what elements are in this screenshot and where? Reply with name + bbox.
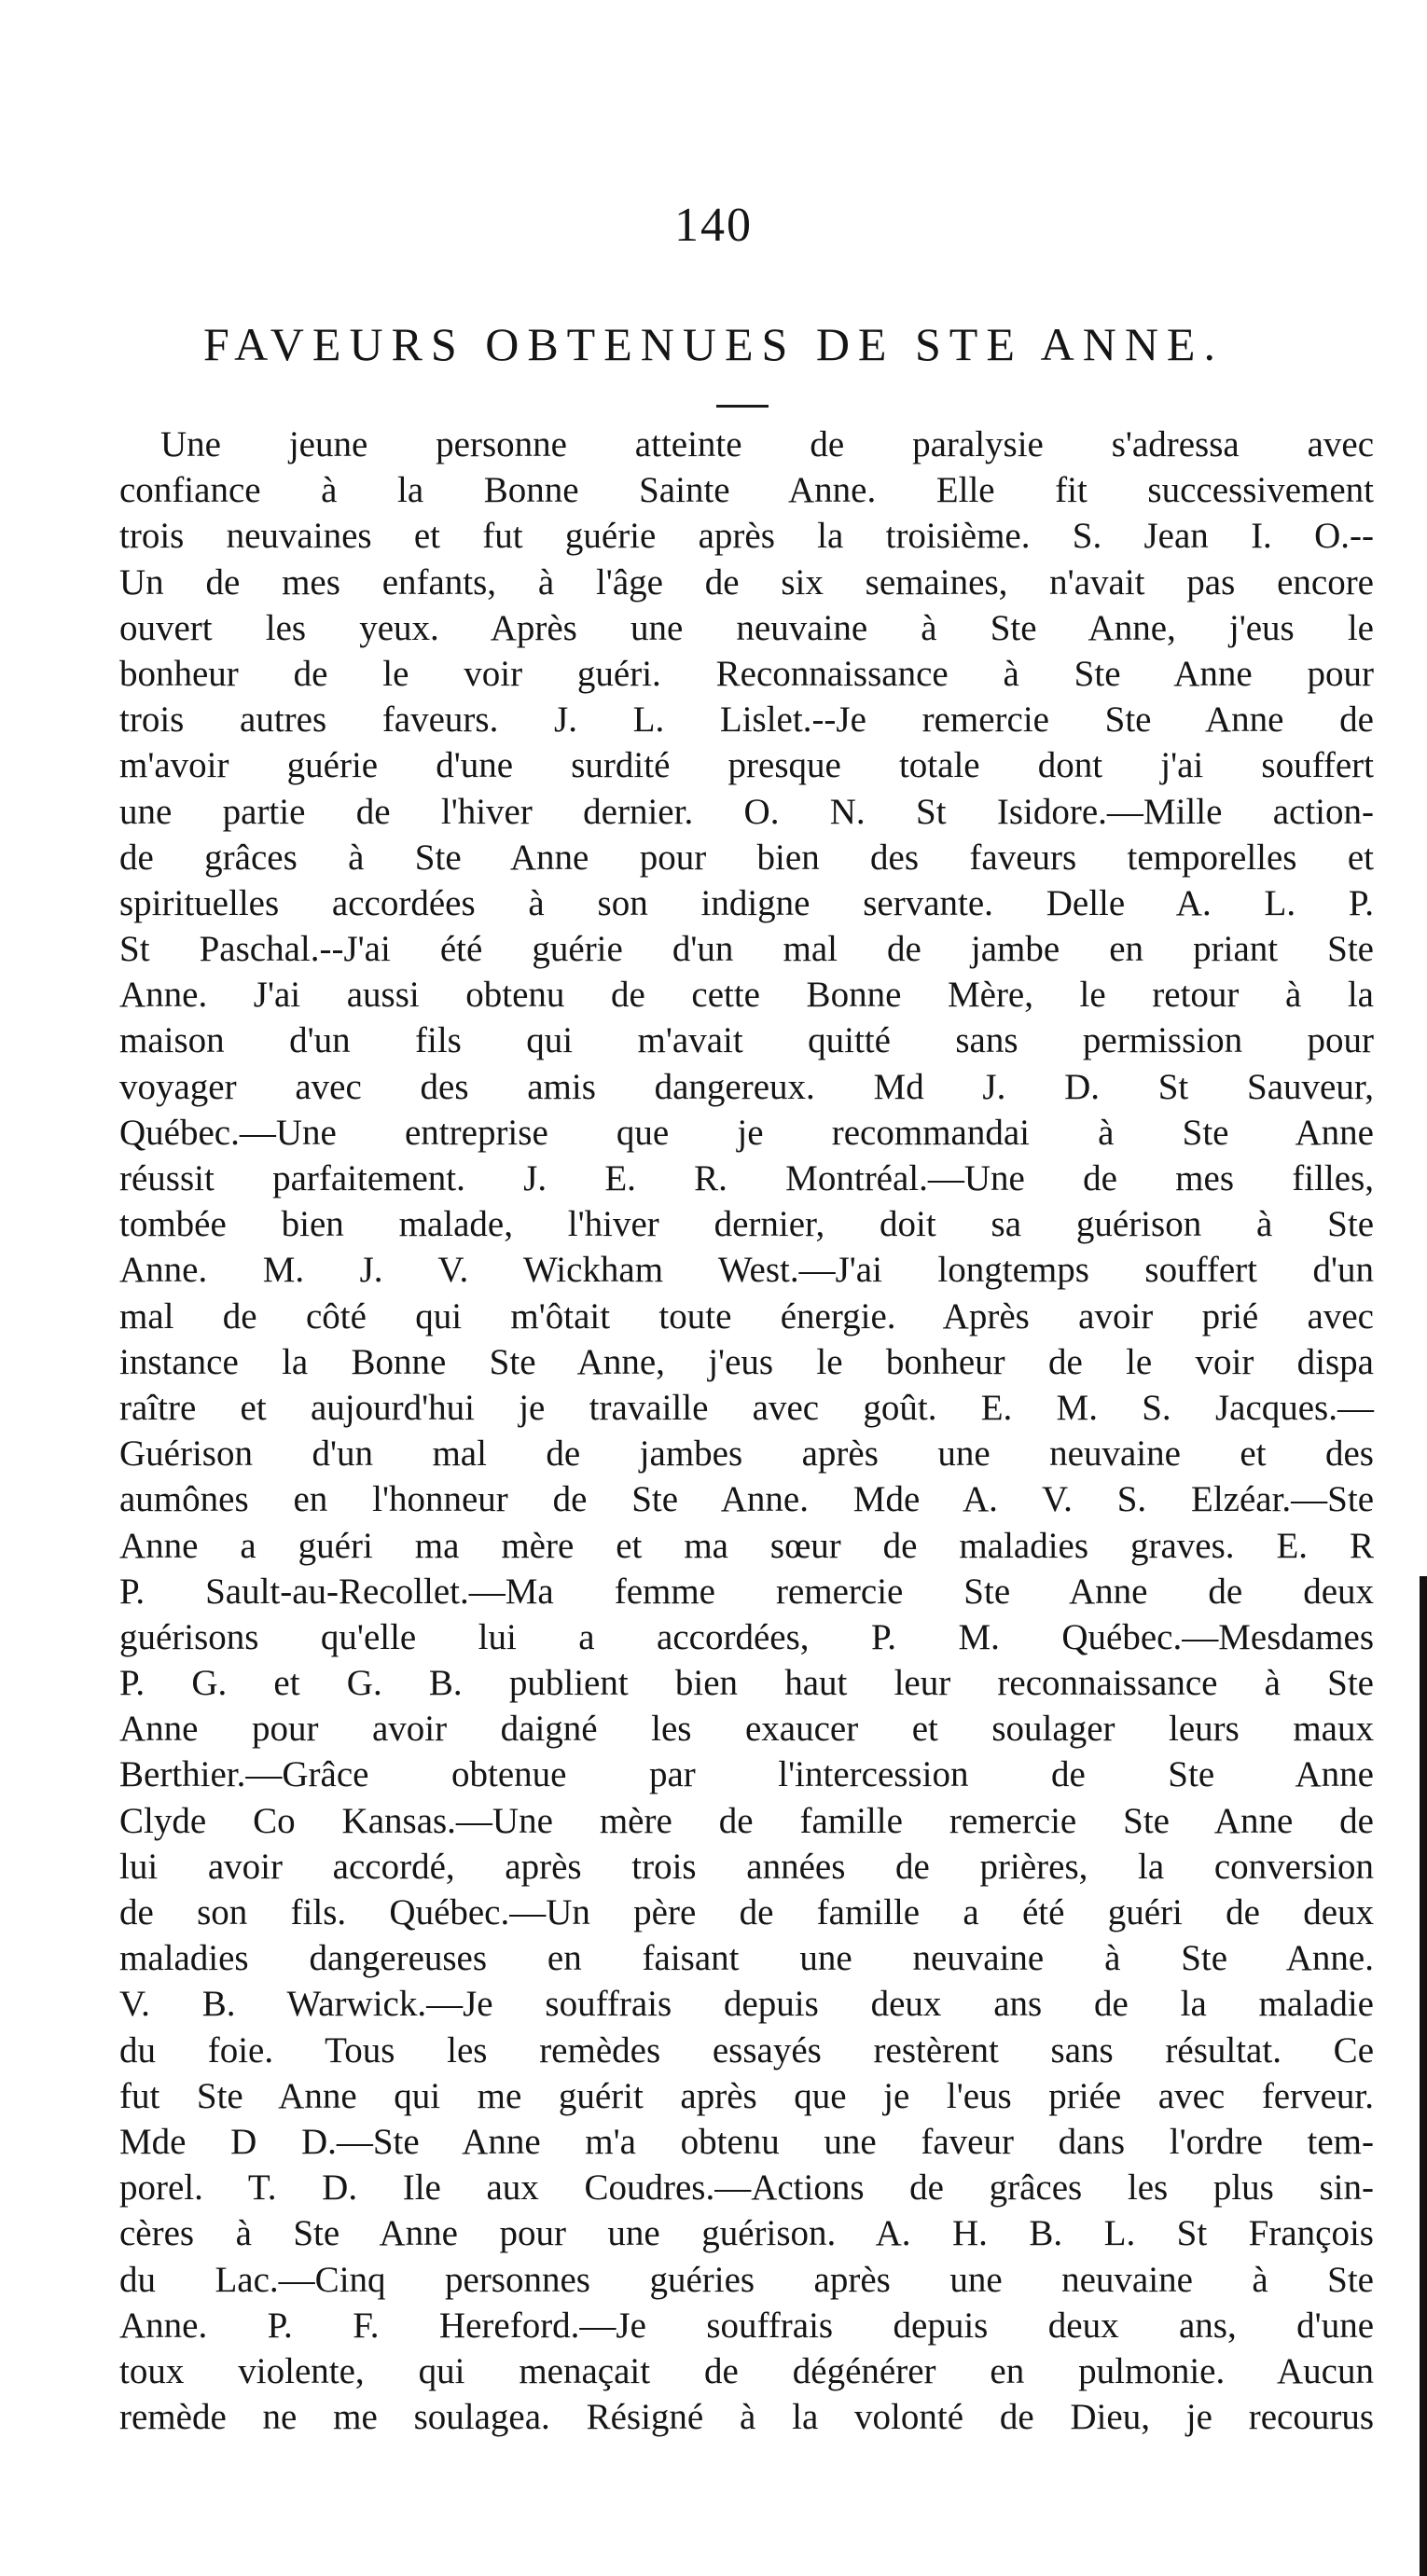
text-line: de grâces à Ste Anne pour bien des faveurs temporelles et — [119, 837, 1374, 878]
section-title: FAVEURS OBTENUES DE STE ANNE. — [203, 318, 1224, 370]
title-divider — [716, 405, 769, 408]
text-line: maladies dangereuses en faisant une neuvaine à Ste Anne. — [119, 1938, 1374, 1979]
text-line: du Lac.—Cinq personnes guéries après une neuvaine à Ste — [119, 2259, 1374, 2300]
text-line: Anne. J'ai aussi obtenu de cette Bonne Mère, le retour à la — [119, 975, 1374, 1016]
text-line: ouvert les yeux. Après une neuvaine à Ste Anne, j'eus le — [119, 607, 1374, 648]
text-line: mal de côté qui m'ôtait toute énergie. Après avoir prié avec — [119, 1295, 1374, 1336]
text-line: V. B. Warwick.—Je souffrais depuis deux ans de la maladie — [119, 1984, 1374, 2025]
text-line: Guérison d'un mal de jambes après une neuvaine et des — [119, 1433, 1374, 1475]
body-text — [119, 422, 1374, 2440]
text-line: toux violente, qui menaçait de dégénérer en pulmonie. Aucun — [119, 2350, 1374, 2391]
page-number: 140 — [674, 199, 753, 252]
text-line: réussit parfaitement. J. E. R. Montréal.—Une de mes filles, — [119, 1158, 1374, 1198]
text-line: remède ne me soulagea. Résigné à la volonté de Dieu, je recourus — [119, 2397, 1374, 2438]
text-line: raître et aujourd'hui je travaille avec goût. E. M. S. Jacques.— — [119, 1387, 1374, 1428]
text-line: Clyde Co Kansas.—Une mère de famille remercie Ste Anne de — [119, 1800, 1374, 1841]
text-line: Anne pour avoir daigné les exaucer et soulager leurs maux — [119, 1709, 1374, 1750]
text-line: bonheur de le voir guéri. Reconnaissance à Ste Anne pour — [119, 653, 1374, 694]
text-line: P. Sault-au-Recollet.—Ma femme remercie Ste Anne de deux — [119, 1571, 1374, 1612]
text-line: P. G. et G. B. publient bien haut leur reconnaissance à Ste — [119, 1663, 1374, 1704]
text-line: m'avoir guérie d'une surdité presque totale dont j'ai souffert — [119, 745, 1374, 786]
text-line: lui avoir accordé, après trois années de prières, la conversion — [119, 1846, 1374, 1887]
text-line: instance la Bonne Ste Anne, j'eus le bonheur de le voir dispa — [119, 1341, 1374, 1382]
text-line: tombée bien malade, l'hiver dernier, doit sa guérison à Ste — [119, 1204, 1374, 1245]
text-line: Anne a guéri ma mère et ma sœur de maladies graves. E. R — [119, 1525, 1374, 1566]
text-line: Une jeune personne atteinte de paralysie s'adressa avec — [160, 424, 1374, 464]
text-line: une partie de l'hiver dernier. O. N. St Isidore.—Mille action- — [119, 791, 1374, 832]
text-line: Mde D D.—Ste Anne m'a obtenu une faveur dans l'ordre tem- — [119, 2121, 1374, 2162]
text-line: maison d'un fils qui m'avait quitté sans permission pour — [119, 1020, 1374, 1061]
text-line: Anne. M. J. V. Wickham West.—J'ai longtemps souffert d'un — [119, 1250, 1374, 1291]
text-line: spirituelles accordées à son indigne servante. Delle A. L. P. — [119, 882, 1374, 923]
text-line: confiance à la Bonne Sainte Anne. Elle fit successivement — [119, 470, 1374, 511]
text-line: trois neuvaines et fut guérie après la troisième. S. Jean I. O.-- — [119, 516, 1374, 557]
text-line: Anne. P. F. Hereford.—Je souffrais depuis deux ans, d'une — [119, 2305, 1374, 2346]
text-line: cères à Ste Anne pour une guérison. A. H. B. L. St François — [119, 2213, 1374, 2254]
text-line: trois autres faveurs. J. L. Lislet.--Je remercie Ste Anne de — [119, 699, 1374, 741]
text-line: de son fils. Québec.—Un père de famille a été guéri de deux — [119, 1892, 1374, 1932]
text-line: Un de mes enfants, à l'âge de six semaines, n'avait pas encore — [119, 561, 1374, 602]
text-line: Berthier.—Grâce obtenue par l'intercession de Ste Anne — [119, 1754, 1374, 1795]
text-line: Québec.—Une entreprise que je recommandai à Ste Anne — [119, 1112, 1374, 1153]
text-line: du foie. Tous les remèdes essayés restèrent sans résultat. Ce — [119, 2029, 1374, 2070]
text-line: aumônes en l'honneur de Ste Anne. Mde A. V. S. Elzéar.—Ste — [119, 1479, 1374, 1520]
text-line: porel. T. D. Ile aux Coudres.—Actions de grâces les plus sin- — [119, 2167, 1374, 2209]
text-line: guérisons qu'elle lui a accordées, P. M. Québec.—Mesdames — [119, 1616, 1374, 1657]
text-line: voyager avec des amis dangereux. Md J. D. St Sauveur, — [119, 1066, 1374, 1107]
text-line: fut Ste Anne qui me guérit après que je l'eus priée avec ferveur. — [119, 2075, 1374, 2116]
text-line: St Paschal.--J'ai été guérie d'un mal de jambe en priant Ste — [119, 929, 1374, 970]
page-edge-shadow — [1420, 1576, 1427, 2576]
